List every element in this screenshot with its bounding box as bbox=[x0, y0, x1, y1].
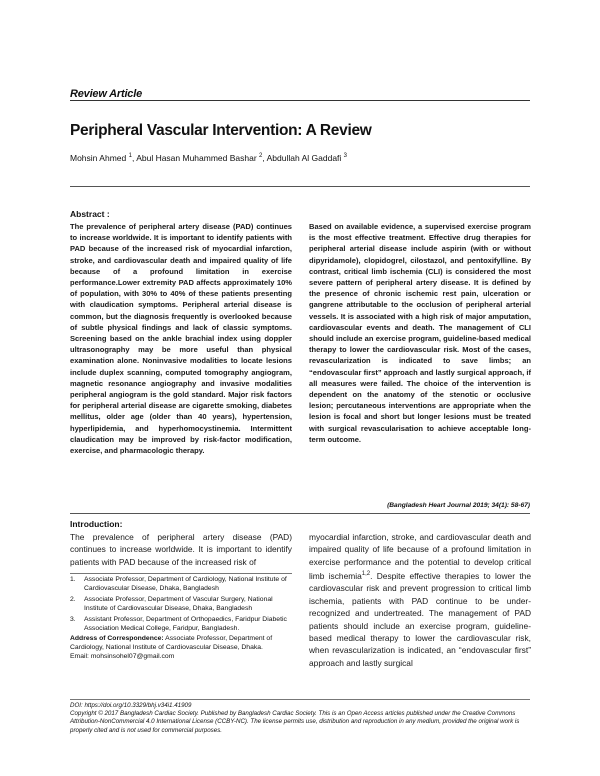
affiliation-number: 2. bbox=[70, 595, 76, 603]
article-title: Peripheral Vascular Intervention: A Review bbox=[70, 122, 372, 139]
introduction-text: myocardial infarction, stroke, and cardiovascular death and impaired quality of life because of a profound limitation in exercise performance and the potential to develop critical limb ischemia bbox=[309, 532, 531, 582]
journal-citation: (Bangladesh Heart Journal 2019; 34(1): 58-67) bbox=[387, 502, 530, 509]
abstract-heading: Abstract : bbox=[70, 209, 110, 219]
affiliation-item bbox=[70, 616, 292, 634]
introduction-text-right-column bbox=[309, 531, 531, 669]
abstract-text-right-column: Based on available evidence, a supervised exercise program is the most effective treatment. Effective drug therapies for peripheral arterial disease include aspirin (with or without dipyridamole), clopidogrel, cilostazol, and pentoxifylline. By contrast, critical limb ischemia (CLI) is considered the most severe pattern of peripheral artery disease. It is defined by the presence of chronic ischemic rest pain, ulceration or gangrene attributable to the occlusion of peripheral arterial vessels. It is associated with a high risk of major amputation, cardiovascular events and death. The management of CLI should include an exercise program, guideline-based medical therapy to lower the cardiovascular risk. Most of the cases, revascularization is indicated to save limbs; an “endovascular first” approach and lastly surgical approach, if all measures were failed. The choice of the intervention is dependent on the anatomy of the stenotic or occlusive lesion; percutaneous interventions are appropriate when the lesion is focal and short but longer lesions must be treated with surgical revascularisation to achieve acceptable long-term outcome. bbox=[309, 222, 531, 444]
doi-link[interactable]: DOI: https://doi.org/10.3329/bhj.v34i1.41909 bbox=[70, 702, 192, 709]
affiliation-number: 1. bbox=[70, 576, 76, 583]
affiliation-item bbox=[70, 576, 292, 594]
affiliation-item bbox=[70, 596, 292, 614]
correspondence-address bbox=[70, 635, 292, 662]
abstract-text-left-column: The prevalence of peripheral artery disease (PAD) continues to increase worldwide. It is important to identify patients with PAD because of the increased risk of myocardial infarction, stroke, and cardiovascular death and impaired quality of life because of a profound limitation in exercise performance.Lower extremity PAD affects approximately 10% of population, with 30% to 40% of these patients presenting with claudication symptoms. Peripheral arterial disease is common, but the diagnosis frequently is overlooked because of subtle physical findings and lack of classic symptoms. Screening based on the ankle brachial index using doppler ultrasonography may be more useful than physical examination alone. Noninvasive modalities to locate lesions include duplex scanning, computed tomography angiogram, magnetic resonance angiography and invasive modalities peripheral angiogram is the gold standard. Major risk factors for peripheral arterial disease are cigarette smoking, diabetes mellitus, older age (older than 40 years), hypertension, hyperlipidemia, and hyperhomocystinemia. Intermittent claudication may be improved by risk-factor modification, exercise, and pharmacologic therapy. bbox=[70, 222, 292, 456]
author-name: Mohsin Ahmed bbox=[70, 153, 129, 163]
affiliation-number: 3. bbox=[70, 615, 76, 623]
affiliations-footnote bbox=[70, 576, 292, 662]
affiliation-text: Assistant Professor, Department of Orthopaedics, Faridpur Diabetic Association Medical College, Faridpur, Bangladesh. bbox=[84, 615, 287, 632]
author-name: , Abdullah Al Gaddafi bbox=[262, 153, 344, 163]
author-list bbox=[70, 153, 347, 163]
reference-mark: 1,2 bbox=[361, 571, 371, 578]
affiliation-text: Associate Professor, Department of Vascular Surgery, National Institute of Cardiovascular Disease, Dhaka, Bangladesh bbox=[84, 595, 273, 612]
section-divider bbox=[70, 513, 530, 514]
article-type-label: Review Article bbox=[70, 88, 142, 100]
affiliation-text: Associate Professor, Department of Cardiology, National Institute of Cardiovascular Disease, Dhaka, Bangladesh bbox=[84, 576, 287, 592]
footnote-divider bbox=[70, 573, 292, 574]
header-rule bbox=[70, 100, 530, 101]
author-name: , Abul Hasan Muhammed Bashar bbox=[131, 153, 260, 163]
introduction-heading: Introduction: bbox=[70, 519, 123, 529]
copyright-notice: Copyright © 2017 Bangladesh Cardiac Society. Published by Bangladesh Cardiac Society. This is an Open Access articles published under the Creative Commons Attribution-NonCommercial 4.0 International License (CCBY-NC). The license permits use, distribution and reproduction in any medium, provided the original work is properly cited and is not used for commercial purposes. bbox=[70, 710, 520, 734]
introduction-text: . Despite effective therapies to lower the cardiovascular risk and prevent progression to critical limb ischemia, patients with PAD continue to be under-recognized and undertreated. The management of PAD patients should include an exercise program, guideline-based medical therapy to lower the cardiovascular risk, when revascularization is indicated, an “endovascular first” approach and lastly surgical bbox=[309, 571, 531, 668]
correspondence-label: Address of Correspondence: bbox=[70, 635, 164, 643]
correspondence-text: Associate Professor, Department of Cardiology, National Institute of Cardiovascular Disease, Dhaka. bbox=[70, 635, 273, 652]
section-divider bbox=[70, 186, 530, 187]
correspondence-email[interactable]: Email: mohsinsohel07@gmail.com bbox=[70, 653, 175, 661]
introduction-text-left-column: The prevalence of peripheral artery disease (PAD) continues to increase worldwide. It is important to identify patients with PAD because of the increased risk of bbox=[70, 532, 292, 567]
footer-divider bbox=[70, 699, 530, 700]
author-affiliation-mark: 1 bbox=[128, 153, 132, 160]
page-footer bbox=[70, 702, 530, 735]
author-affiliation-mark: 3 bbox=[343, 153, 347, 160]
author-affiliation-mark: 2 bbox=[259, 153, 263, 160]
